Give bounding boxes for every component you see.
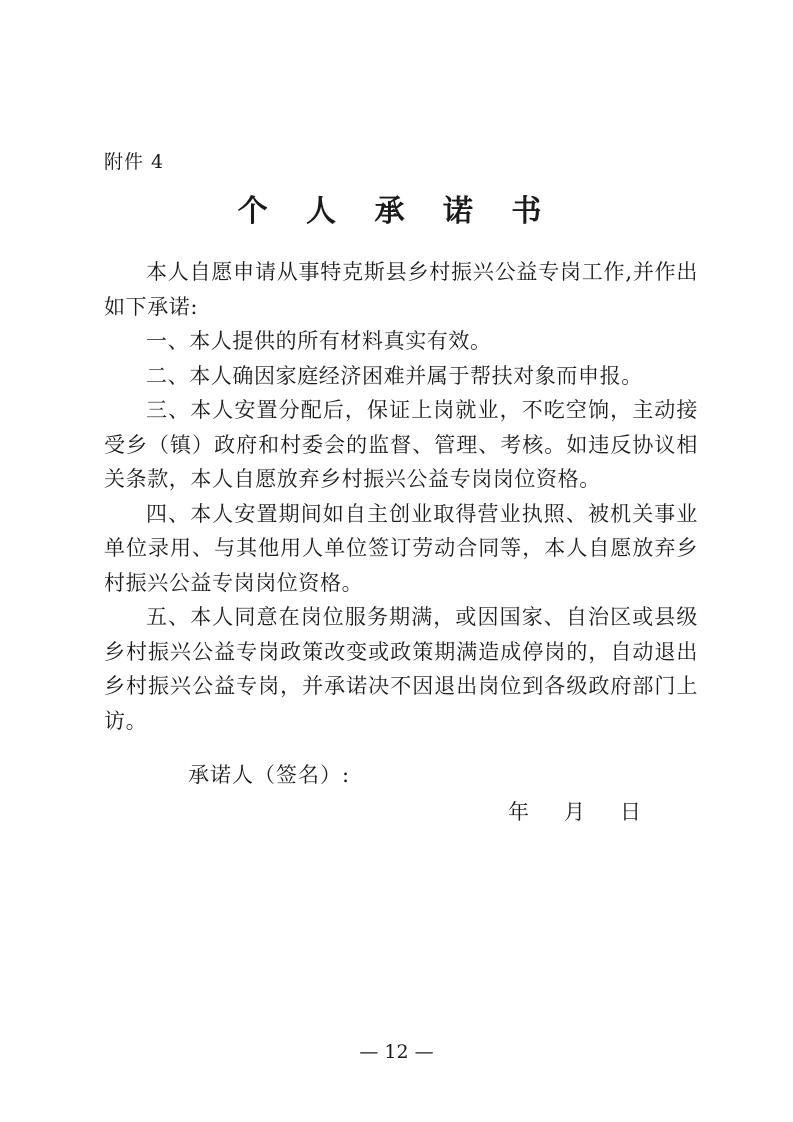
date-year: 年 [508,800,529,824]
commitment-item-1: 一、本人提供的所有材料真实有效。 [146,329,492,353]
commitment-item-2: 二、本人确因家庭经济困难并属于帮扶对象而申报。 [146,363,643,388]
intro-paragraph: 本人自愿申请从事特克斯县乡村振兴公益专岗工作,并作出如下承诺: [104,260,698,319]
commitment-item-4: 四、本人安置期间如自主创业取得营业执照、被机关事业单位录用、与其他用人单位签订劳动合同等，本人自愿放弃乡村振兴公益专岗岗位资格。 [104,501,698,595]
attachment-label: 附件 4 [104,151,165,173]
signature-label: 承诺人（签名）: [188,763,351,787]
document-title: 个 人 承 诺 书 [237,194,556,229]
commitment-item-5: 五、本人同意在岗位服务期满，或因国家、自治区或县级乡村振兴公益专岗政策改变或政策期满造成停岗的，自动退出乡村振兴公益专岗，并承诺决不因退出岗位到各级政府部门上访。 [104,605,698,733]
commitment-body [104,255,698,738]
date-month: 月 [564,800,585,824]
commitment-item-3: 三、本人安置分配后，保证上岗就业，不吃空饷，主动接受乡（镇）政府和村委会的监督、管理、考核。如违反协议相关条款，本人自愿放弃乡村振兴公益专岗岗位资格。 [104,398,698,491]
date-line [508,797,641,827]
page-number: — 12 — [359,1041,434,1063]
date-day: 日 [620,800,641,824]
